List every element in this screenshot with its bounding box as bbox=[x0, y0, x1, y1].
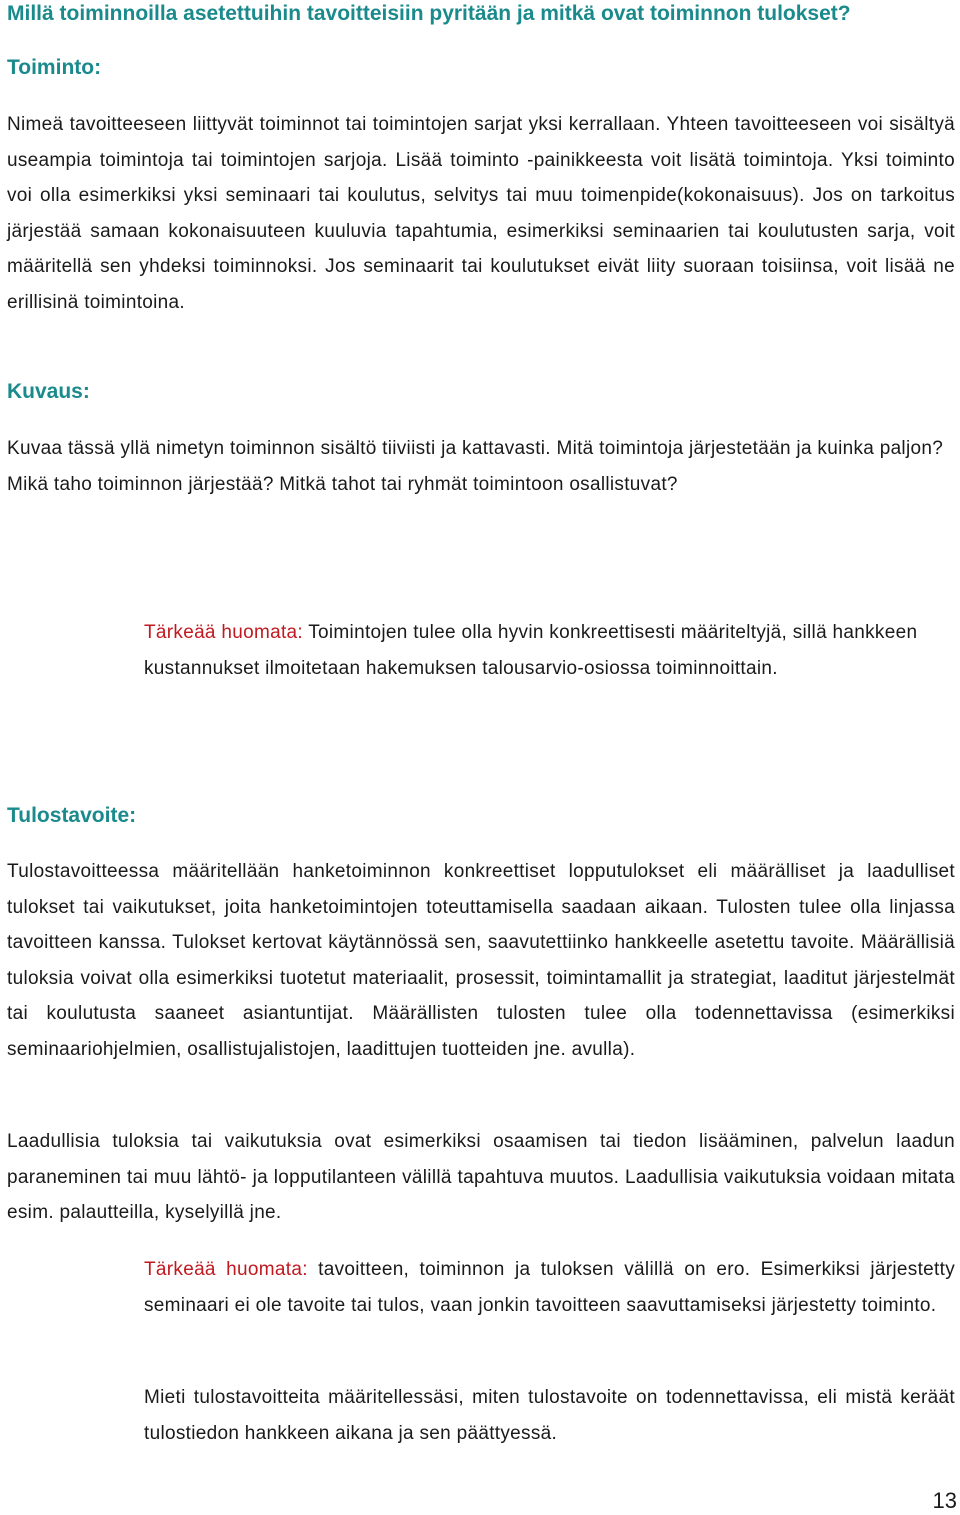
kuvaus-heading: Kuvaus: bbox=[7, 380, 90, 403]
note-important-1 bbox=[144, 615, 934, 686]
note-tip: Mieti tulostavoitteita määritellessäsi, miten tulostavoite on todennettavissa, eli mistä keräät tulostiedon hankkeen aikana ja sen päättyessä. bbox=[144, 1387, 955, 1444]
page-number: 13 bbox=[932, 1488, 957, 1513]
tulostavoite-body-2: Laadullisia tuloksia tai vaikutuksia ovat esimerkiksi osaamisen tai tiedon lisääminen, palvelun laadun paraneminen tai muu lähtö- ja lopputilanteen välillä tapahtuva muutos. Laadullisia vaikutuksia voidaan mitata esim. palautteilla, kyselyillä jne. bbox=[7, 1131, 955, 1223]
tulostavoite-heading: Tulostavoite: bbox=[7, 804, 137, 827]
note-label: Tärkeää huomata: bbox=[144, 622, 303, 643]
note-text: Toimintojen tulee olla hyvin konkreettisesti määriteltyjä, sillä hankkeen kustannukset ilmoitetaan hakemuksen talousarvio-osiossa toiminnoittain. bbox=[144, 622, 918, 679]
note-label: Tärkeää huomata: bbox=[144, 1259, 308, 1280]
toiminto-body: Nimeä tavoitteeseen liittyvät toiminnot tai toimintojen sarjat yksi kerrallaan. Yhteen tavoitteeseen voi sisältyä useampia toimintoja tai toimintojen sarjoja. Lisää toiminto -painikkeesta voit lisätä toimintoja. Yksi toiminto voi olla esimerkiksi yksi seminaari tai koulutus, selvitys tai muu toimenpide(kokonaisuus). Jos on tarkoitus järjestää samaan kokonaisuuteen kuuluvia tapahtumia, esimerkiksi seminaarien tai koulutusten sarja, voit määritellä sen yhdeksi toiminnoksi. Jos seminaarit tai koulutukset eivät liity suoraan toisiinsa, voit lisää ne erillisinä toimintoina. bbox=[7, 114, 955, 313]
tulostavoite-body-1: Tulostavoitteessa määritellään hanketoiminnon konkreettiset lopputulokset eli määrälliset ja laadulliset tulokset tai vaikutukset, joita hanketoimintojen toteuttamisella saadaan aikaan. Tulosten tulee olla linjassa tavoitteen kanssa. Tulokset kertovat käytännössä sen, saavutettiinko hankkeelle asetettu tavoite. Määrällisiä tuloksia voivat olla esimerkiksi tuotetut materiaalit, prosessit, toimintamallit ja strategiat, laaditut järjestelmät tai koulutusta saaneet asiantuntijat. Määrällisten tulosten tulee olla todennettavissa (esimerkiksi seminaariohjelmien, osallistujalistojen, laadittujen tuotteiden jne. avulla). bbox=[7, 861, 955, 1060]
toiminto-heading: Toiminto: bbox=[7, 56, 102, 79]
note-text: tavoitteen, toiminnon ja tuloksen välillä on ero. Esimerkiksi järjestetty seminaari ei ole tavoite tai tulos, vaan jonkin tavoitteen saavuttamiseksi järjestetty toiminto. bbox=[144, 1259, 956, 1316]
top-heading: Millä toiminnoilla asetettuihin tavoitteisiin pyritään ja mitkä ovat toiminnon tulokset? bbox=[7, 2, 851, 25]
note-important-2 bbox=[144, 1252, 955, 1323]
kuvaus-body: Kuvaa tässä yllä nimetyn toiminnon sisältö tiiviisti ja kattavasti. Mitä toimintoja järjestetään ja kuinka paljon? Mikä taho toiminnon järjestää? Mitkä tahot tai ryhmät toimintoon osallistuvat? bbox=[7, 438, 944, 495]
